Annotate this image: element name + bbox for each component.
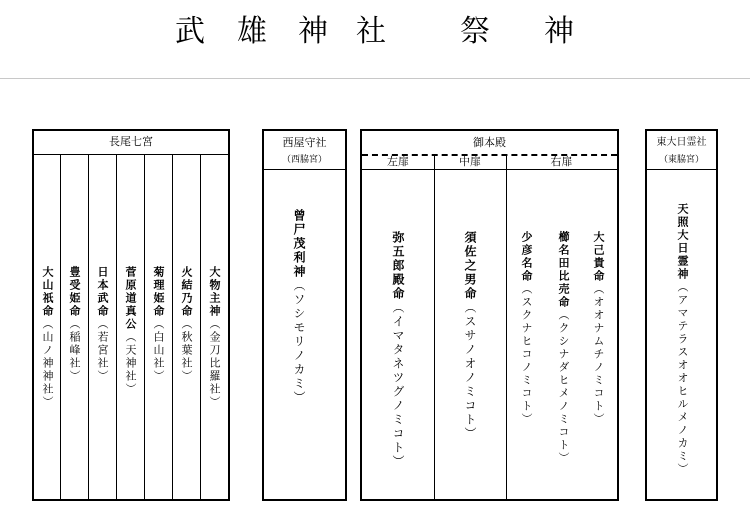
deity-entry: 大己貴命（オオナムチノミコト） <box>592 231 605 426</box>
deity-entry: 大物主神（金刀比羅社） <box>208 266 221 409</box>
deity-entry: 火結乃命（秋葉社） <box>180 266 193 383</box>
header-divider <box>647 169 716 170</box>
column-divider <box>144 154 145 499</box>
header-divider <box>34 154 228 155</box>
title-char: 神 <box>544 14 574 49</box>
page-title <box>0 12 750 52</box>
deity-entry: 天照大日霊神（アマテラスオオヒルメノカミ） <box>676 203 689 476</box>
title-char: 雄 <box>237 14 267 49</box>
gohonden-header: 御本殿 <box>473 136 506 149</box>
section-label: 右扉 <box>550 155 573 168</box>
column-divider <box>116 154 117 499</box>
deity-entry: 豊受姫命（稲峰社） <box>68 266 81 383</box>
nishi-header: 西屋守社 <box>282 136 327 149</box>
divider-line <box>0 78 750 79</box>
section-divider <box>362 169 617 170</box>
title-char: 祭 <box>460 14 490 49</box>
gohonden-box <box>360 129 619 501</box>
deity-entry: 菊理姫命（白山社） <box>152 266 165 383</box>
deity-entry: 曾尸茂利神（ソシモリノカミ） <box>292 209 306 405</box>
deity-entry: 櫛名田比売命（クシナダヒメノミコト） <box>557 231 570 465</box>
column-divider <box>88 154 89 499</box>
higashi-header: 東大日霊社 <box>656 137 707 148</box>
title-char: 武 <box>175 14 205 49</box>
column-divider <box>434 154 435 499</box>
column-divider <box>200 154 201 499</box>
section-label: 中扉 <box>459 155 481 168</box>
nishi-subheader: （西脇宮） <box>281 155 327 165</box>
column-divider <box>60 154 61 499</box>
column-divider <box>506 154 507 499</box>
deity-entry: 菅原道真公（天神社） <box>124 266 137 396</box>
column-divider <box>172 154 173 499</box>
title-char: 社 <box>356 14 386 49</box>
deity-entry: 須佐之男命（スサノオノミコト） <box>463 231 477 441</box>
nagao-shrine-box <box>32 129 230 501</box>
higashi-subheader: （東脇宮） <box>658 155 704 165</box>
deity-entry: 大山祇命（山ノ神神社） <box>41 266 54 409</box>
nagao-header: 長尾七宮 <box>109 135 153 148</box>
deity-entry: 弥五郎殿命（イマタネツグノミコト） <box>391 231 405 469</box>
deity-entry: 少彦名命（スクナヒコノミコト） <box>520 231 533 426</box>
section-label: 左扉 <box>387 155 409 168</box>
header-divider <box>264 169 345 170</box>
nishi-shrine-box <box>262 129 347 501</box>
higashi-shrine-box <box>645 129 718 501</box>
title-char: 神 <box>298 14 328 49</box>
deity-entry: 日本武命（若宮社） <box>96 266 109 383</box>
